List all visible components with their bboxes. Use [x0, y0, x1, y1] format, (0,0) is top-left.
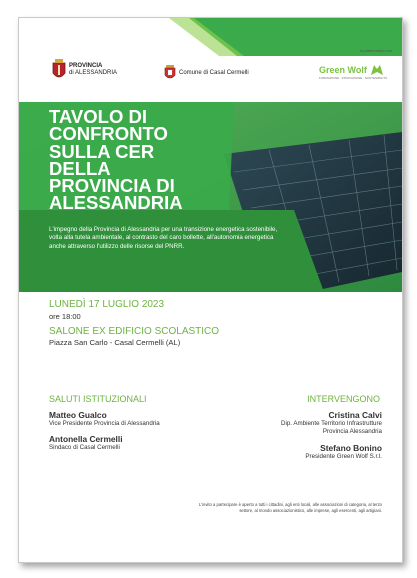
provincia-logo-bottom: di ALESSANDRIA	[69, 70, 118, 76]
comune-logo	[164, 65, 249, 81]
speaker-role: Presidente Green Wolf S.r.l.	[305, 453, 382, 460]
wolf-head-icon	[369, 64, 385, 76]
provincia-crest-icon	[52, 58, 66, 82]
intro-text: L'impegno della Provincia di Alessandria per una transizione energetica sostenibile, volta alla tutela ambientale, al contrasto del caro bollette, all'autonomia energetica anche attraverso l'utilizzo delle risorse del PNRR.	[49, 226, 278, 250]
event-title	[49, 108, 239, 212]
partner-note: In partnership con	[359, 48, 392, 53]
speaker-role: Dip. Ambiente Territorio Infrastrutture	[281, 420, 382, 427]
title-line: ALESSANDRIA	[49, 192, 183, 214]
title-line: SULLA CER	[49, 140, 155, 162]
event-time: ore 18:00	[49, 312, 81, 321]
intervengono-heading: INTERVENGONO	[307, 394, 380, 404]
title-line: DELLA	[49, 157, 111, 179]
event-address: Piazza San Carlo - Casal Cermelli (AL)	[49, 338, 181, 347]
invitation-footnote: L'invito a partecipare è aperto a tutti i cittadini, agli enti locali, alle associazioni di categoria, al terzo settore, al mondo associazionistico, alle imprese, agli esercenti, agli artigiani.	[198, 502, 382, 513]
speaker-bonino	[212, 443, 382, 461]
event-date: LUNEDÌ 17 LUGLIO 2023	[49, 299, 165, 310]
speaker-gualco	[49, 410, 219, 428]
speaker-cermelli	[49, 434, 219, 452]
provincia-logo-top: PROVINCIA	[69, 63, 103, 70]
title-line: CONFRONTO	[49, 123, 168, 145]
title-line: TAVOLO DI	[49, 106, 147, 127]
comune-logo-text: Comune di Casal Cermelli	[179, 69, 249, 76]
saluti-heading: SALUTI ISTITUZIONALI	[49, 394, 147, 404]
speaker-name: Stefano Bonino	[320, 443, 382, 453]
comune-crest-icon	[164, 65, 176, 81]
speaker-role: Sindaco di Casal Cermelli	[49, 444, 120, 451]
event-venue: SALONE EX EDIFICIO SCOLASTICO	[49, 326, 220, 337]
event-poster	[18, 17, 403, 563]
green-wolf-tagline: FORMAZIONE · INNOVAZIONE · SOSTENIBILITÀ	[319, 76, 388, 80]
green-wolf-logo	[319, 64, 387, 80]
title-line: PROVINCIA DI	[49, 175, 175, 197]
speaker-role: Vice Presidente Provincia di Alessandria	[49, 420, 160, 427]
speaker-role-2: Provincia Alessandria	[322, 428, 382, 435]
provincia-logo	[52, 58, 117, 82]
speaker-calvi	[212, 410, 382, 436]
speaker-name: Cristina Calvi	[328, 410, 382, 420]
green-wolf-name: Green Wolf	[319, 65, 367, 75]
speaker-name: Matteo Gualco	[49, 410, 107, 420]
speaker-name: Antonella Cermelli	[49, 434, 123, 444]
